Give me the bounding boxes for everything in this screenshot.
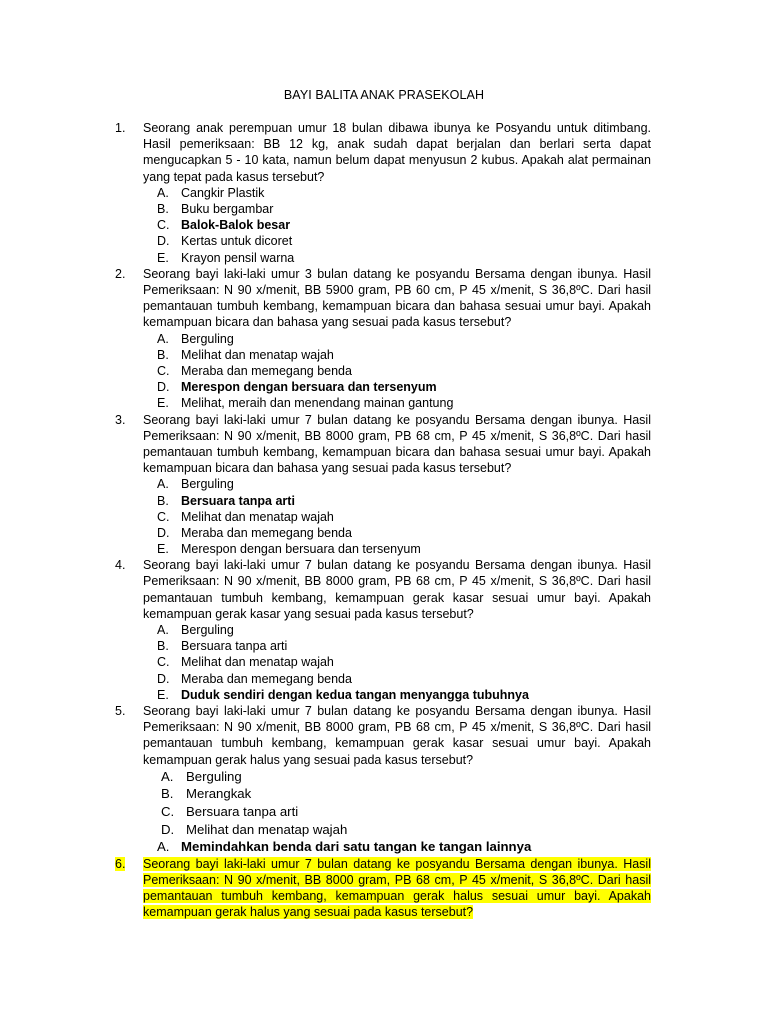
option-list xyxy=(0,476,768,557)
option-letter: A. xyxy=(161,768,174,784)
highlighted-number: 6. xyxy=(115,856,126,871)
option-letter: A. xyxy=(157,185,169,200)
option-d xyxy=(0,233,768,249)
option-text: Cangkir Plastik xyxy=(181,185,265,200)
option-e xyxy=(0,250,768,266)
option-c xyxy=(0,509,768,525)
option-letter: A. xyxy=(157,839,170,855)
option-e xyxy=(0,541,768,557)
option-e xyxy=(0,838,768,856)
question-3 xyxy=(0,412,768,558)
question-number xyxy=(115,856,125,872)
question-text: Seorang anak perempuan umur 18 bulan dibawa ibunya ke Posyandu untuk ditimbang. Hasil pemeriksaan: BB 12 kg, anak sudah dapat berjalan dan berlari serta dapat mengucapkan 5 - 10 kata, namun belum dapat menyusun 2 kubus. Apakah alat permainan yang tepat pada kasus tersebut? xyxy=(143,121,651,184)
option-text: Berguling xyxy=(186,768,242,784)
option-letter: C. xyxy=(157,509,170,524)
option-letter: D. xyxy=(157,525,170,540)
option-a xyxy=(0,185,768,201)
option-text: Berguling xyxy=(181,623,234,638)
option-list xyxy=(0,768,768,856)
option-letter: D. xyxy=(157,380,170,395)
option-letter: E. xyxy=(157,687,169,702)
option-text: Melihat dan menatap wajah xyxy=(181,509,334,524)
option-letter: D. xyxy=(157,234,170,249)
option-letter: A. xyxy=(157,477,169,492)
option-text: Merespon dengan bersuara dan tersenyum xyxy=(181,380,437,395)
question-2 xyxy=(0,266,768,412)
option-text: Memindahkan benda dari satu tangan ke tangan lainnya xyxy=(181,839,532,855)
option-e xyxy=(0,395,768,411)
option-letter: C. xyxy=(157,655,170,670)
option-b xyxy=(0,347,768,363)
option-letter: A. xyxy=(157,331,169,346)
option-d xyxy=(0,671,768,687)
option-text: Bersuara tanpa arti xyxy=(181,639,288,654)
option-text: Buku bergambar xyxy=(181,202,274,216)
option-letter: B. xyxy=(161,786,174,802)
option-c xyxy=(0,654,768,670)
option-text: Bersuara tanpa arti xyxy=(186,804,299,819)
question-text: Seorang bayi laki-laki umur 7 bulan datang ke posyandu Bersama dengan ibunya. Hasil Pemeriksaan: N 90 x/menit, BB 8000 gram, PB 68 cm, P 45 x/menit, S 36,8ºC. Dari hasil pemantauan tumbuh kembang, kemampuan bicara dan bahasa sesuai umur bayi. Apakah kemampuan bicara dan bahasa yang sesuai pada kasus tersebut? xyxy=(143,412,651,476)
option-text: Melihat dan menatap wajah xyxy=(181,347,334,362)
question-text: Seorang bayi laki-laki umur 7 bulan datang ke posyandu Bersama dengan ibunya. Hasil Pemeriksaan: N 90 x/menit, BB 8000 gram, PB 68 cm, P 45 x/menit, S 36,8ºC. Dari hasil pemantauan tumbuh kembang, kemampuan gerak kasar sesuai umur bayi. Apakah kemampuan gerak halus yang sesuai pada kasus tersebut? xyxy=(143,704,651,767)
option-letter: B. xyxy=(157,639,169,654)
question-number: 2. xyxy=(115,266,126,281)
option-a xyxy=(0,331,768,347)
option-text: Krayon pensil warna xyxy=(181,250,295,265)
option-letter: B. xyxy=(157,202,169,216)
option-text: Meraba dan memegang benda xyxy=(181,363,352,378)
question-5 xyxy=(0,703,768,856)
question-list xyxy=(0,120,768,921)
option-letter: C. xyxy=(161,804,175,819)
question-text: Seorang bayi laki-laki umur 7 bulan datang ke posyandu Bersama dengan ibunya. Hasil Pemeriksaan: N 90 x/menit, BB 8000 gram, PB 68 cm, P 45 x/menit, S 36,8ºC. Dari hasil pemantauan tumbuh kembang, kemampuan gerak kasar sesuai umur bayi. Apakah kemampuan gerak kasar yang sesuai pada kasus tersebut? xyxy=(143,558,651,621)
question-number: 4. xyxy=(115,558,126,573)
option-text: Melihat dan menatap wajah xyxy=(186,821,348,837)
option-text: Merespon dengan bersuara dan tersenyum xyxy=(181,542,421,557)
option-letter: A. xyxy=(157,623,169,638)
option-letter: C. xyxy=(157,363,170,378)
option-letter: D. xyxy=(161,821,175,837)
option-a xyxy=(0,768,768,786)
option-d xyxy=(0,821,768,839)
option-b xyxy=(0,638,768,654)
document-title: BAYI BALITA ANAK PRASEKOLAH xyxy=(283,88,485,102)
question-4 xyxy=(0,557,768,703)
option-text: Balok-Balok besar xyxy=(181,218,291,233)
question-number: 3. xyxy=(115,412,126,427)
option-d xyxy=(0,379,768,395)
option-c xyxy=(0,363,768,379)
option-c xyxy=(0,217,768,233)
option-c xyxy=(0,803,768,821)
option-letter: D. xyxy=(157,671,170,686)
question-number: 5. xyxy=(115,704,126,718)
option-letter: E. xyxy=(157,396,169,411)
question-number: 1. xyxy=(115,121,126,135)
option-letter: E. xyxy=(157,542,169,557)
option-text: Meraba dan memegang benda xyxy=(181,525,352,540)
option-d xyxy=(0,525,768,541)
option-text: Berguling xyxy=(181,331,234,346)
question-1 xyxy=(0,120,768,266)
option-list xyxy=(0,185,768,266)
option-letter: C. xyxy=(157,218,170,233)
option-text: Kertas untuk dicoret xyxy=(181,234,293,249)
option-list xyxy=(0,622,768,703)
question-6 xyxy=(0,856,768,921)
option-letter: B. xyxy=(157,493,169,508)
question-text xyxy=(143,856,651,921)
option-text: Meraba dan memegang benda xyxy=(181,671,352,686)
option-e xyxy=(0,687,768,703)
option-list xyxy=(0,331,768,412)
option-b xyxy=(0,201,768,217)
option-b xyxy=(0,785,768,803)
option-a xyxy=(0,476,768,492)
option-b xyxy=(0,493,768,509)
option-letter: B. xyxy=(157,347,169,362)
highlighted-text: Seorang bayi laki-laki umur 7 bulan datang ke posyandu Bersama dengan ibunya. Hasil Pemeriksaan: N 90 x/menit, BB 8000 gram, PB 68 cm, P 45 x/menit, S 36,8ºC. Dari hasil pemantauan tumbuh kembang, kemampuan gerak halus sesuai umur bayi. Apakah kemampuan gerak halus yang sesuai pada kasus tersebut? xyxy=(143,856,651,920)
option-text: Merangkak xyxy=(186,786,252,802)
option-text: Melihat, meraih dan menendang mainan gantung xyxy=(181,396,454,411)
option-letter: E. xyxy=(157,250,169,265)
question-text: Seorang bayi laki-laki umur 3 bulan datang ke posyandu Bersama dengan ibunya. Hasil Pemeriksaan: N 90 x/menit, BB 5900 gram, PB 60 cm, P 45 x/menit, S 36,8ºC. Dari hasil pemantauan tumbuh kembang, kemampuan bicara dan bahasa sesuai umur bayi. Apakah kemampuan bicara dan bahasa yang sesuai pada kasus tersebut? xyxy=(143,266,651,330)
option-a xyxy=(0,622,768,638)
option-text: Melihat dan menatap wajah xyxy=(181,655,334,670)
option-text: Duduk sendiri dengan kedua tangan menyangga tubuhnya xyxy=(181,687,529,702)
option-text: Berguling xyxy=(181,477,234,492)
option-text: Bersuara tanpa arti xyxy=(181,493,295,508)
